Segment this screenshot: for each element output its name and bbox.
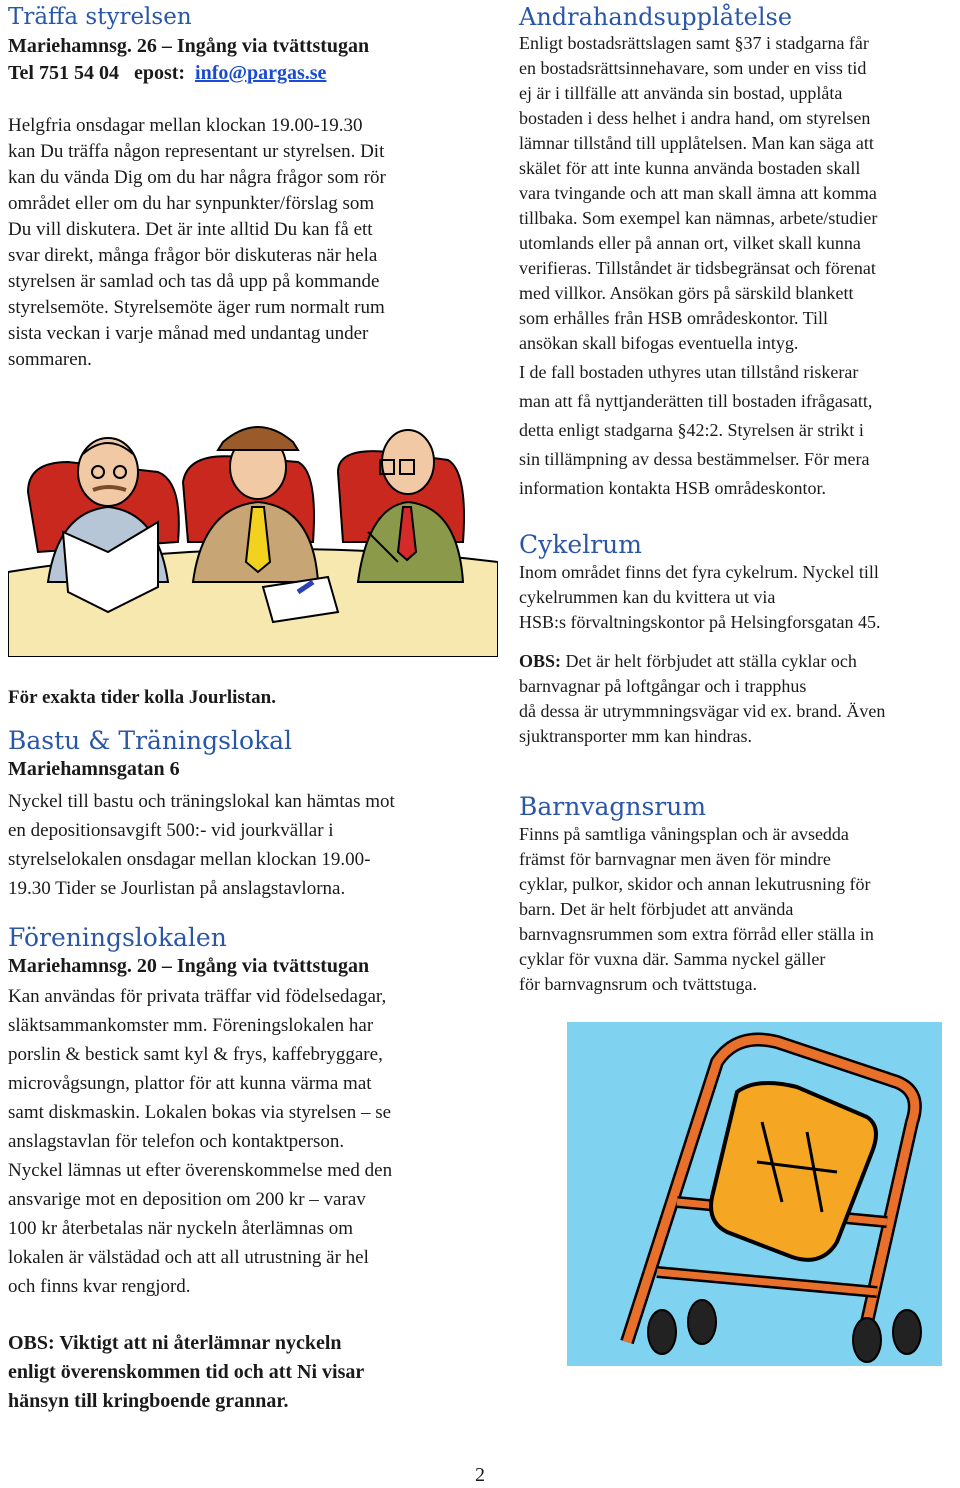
forening-line: porslin & bestick samt kyl & frys, kaffebryggare, [8, 1044, 383, 1065]
traffa-line: Du vill diskutera. Det är inte alltid Du kan få ett [8, 219, 373, 240]
andrahand-body-2 [519, 358, 959, 503]
forening-line: 100 kr återbetalas när nyckeln återlämnas om [8, 1218, 354, 1239]
forening-title: Föreningslokalen [8, 923, 227, 952]
barnvagn-title: Barnvagnsrum [519, 792, 707, 821]
andrahand-line: detta enligt stadgarna §42:2. Styrelsen är strikt i [519, 420, 864, 440]
bastu-title: Bastu & Träningslokal [8, 726, 293, 755]
barnvagn-line: barnvagnsrummen som extra förråd eller ställa in [519, 924, 874, 944]
left-lower [8, 684, 458, 1416]
forening-line: släktsammankomster mm. Föreningslokalen har [8, 1015, 374, 1036]
traffa-line: styrelsen är samlad och tas då upp på kommande [8, 271, 380, 292]
exakta-note: För exakta tider kolla Jourlistan. [8, 687, 276, 708]
andrahand-title: Andrahandsupplåtelse [519, 3, 793, 31]
cykelrum-line: cykelrummen kan du kvittera ut via [519, 587, 776, 607]
traffa-line: kan Du träffa någon representant ur styrelsen. Dit [8, 141, 385, 162]
forening-line: Kan användas för privata träffar vid födelsedagar, [8, 986, 387, 1007]
cykelrum-line: Inom området finns det fyra cykelrum. Nyckel till [519, 562, 879, 582]
barnvagn-line: främst för barnvagnar men även för mindre [519, 849, 831, 869]
forening-line: samt diskmaskin. Lokalen bokas via styrelsen – se [8, 1102, 392, 1123]
bastu-address: Mariehamnsgatan 6 [8, 758, 180, 780]
andrahand-line: bostaden i dess helhet i andra hand, om styrelsen [519, 108, 871, 128]
traffa-tel: Tel 751 54 04 epost: [8, 62, 196, 84]
andrahand-line: Enligt bostadsrättslagen samt §37 i stadgarna får [519, 33, 869, 53]
obs-label: OBS: [519, 651, 562, 671]
bastu-line: styrelselokalen onsdagar mellan klockan 19.00- [8, 849, 371, 870]
andrahand-body [519, 31, 959, 356]
andrahand-line: information kontakta HSB områdeskontor. [519, 478, 826, 498]
andrahand-line: som erhålles från HSB områdeskontor. Till [519, 308, 828, 328]
forening-obs [8, 1329, 458, 1416]
traffa-line: svar direkt, många frågor bör diskuteras när hela [8, 245, 378, 266]
forening-line: Nyckel lämnas ut efter överenskommelse med den [8, 1160, 393, 1181]
forening-obs-line: hänsyn till kringboende grannar. [8, 1390, 289, 1412]
forening-line: anslagstavlan för telefon och kontaktperson. [8, 1131, 345, 1152]
bastu-line: Nyckel till bastu och träningslokal kan hämtas mot [8, 791, 395, 812]
cykelrum-obs-line: då dessa är utrymmningsvägar vid ex. brand. Även [519, 701, 886, 721]
barnvagn-line: cyklar för vuxna där. Samma nyckel gäller [519, 949, 826, 969]
traffa-line: sommaren. [8, 349, 92, 370]
andrahand-line: I de fall bostaden uthyres utan tillstånd riskerar [519, 362, 859, 382]
traffa-line: kan du vända Dig om du har några frågor som rör [8, 167, 386, 188]
cykelrum-line: HSB:s förvaltningskontor på Helsingforsgatan 45. [519, 612, 881, 632]
andrahand-line: verifieras. Tillståndet är tidsbegränsat och förenat [519, 258, 876, 278]
cykelrum-obs-line: barnvagnar på loftgångar och i trapphus [519, 676, 807, 696]
barnvagn-line: cyklar, pulkor, skidor och annan lekutrusning för [519, 874, 871, 894]
bastu-body [8, 787, 458, 903]
bastu-line: 19.30 Tider se Jourlistan på anslagstavlorna. [8, 878, 346, 899]
traffa-contact [8, 60, 458, 87]
barnvagn-line: barn. Det är helt förbjudet att använda [519, 899, 794, 919]
forening-obs-line: enligt överenskommen tid och att Ni visar [8, 1361, 365, 1383]
bastu-line: en depositionsavgift 500:- vid jourkvällar i [8, 820, 334, 841]
andrahand-line: lämnar tillstånd till upplåtelsen. Man kan säga att [519, 133, 874, 153]
forening-line: lokalen är välstädad och att all utrustning är hel [8, 1247, 369, 1268]
cykelrum-obs-line: Det är helt förbjudet att ställa cyklar och [561, 651, 857, 671]
cykelrum-section [519, 530, 959, 749]
forening-line: ansvarige mot en deposition om 200 kr – varav [8, 1189, 366, 1210]
cykelrum-title: Cykelrum [519, 530, 642, 559]
traffa-line: styrelsemöte. Styrelsemöte äger rum normalt rum [8, 297, 385, 318]
cykelrum-obs-line: sjuktransporter mm kan hindras. [519, 726, 752, 746]
barnvagn-line: Finns på samtliga våningsplan och är avsedda [519, 824, 849, 844]
forening-line: och finns kvar rengjord. [8, 1276, 191, 1297]
andrahand-line: man att få nyttjanderätten till bostaden ifrågasatt, [519, 391, 873, 411]
page-number: 2 [475, 1464, 485, 1486]
traffa-line: Helgfria onsdagar mellan klockan 19.00-19.30 [8, 115, 363, 136]
andrahand-line: skälet för att inte kunna använda bostaden skall [519, 158, 861, 178]
andrahand-line: tillbaka. Som exempel kan nämnas, arbete/studier [519, 208, 878, 228]
barnvagn-line: för barnvagnsrum och tvättstuga. [519, 974, 757, 994]
andrahand-line: med villkor. Ansökan görs på särskild blankett [519, 283, 854, 303]
forening-obs-line: OBS: Viktigt att ni återlämnar nyckeln [8, 1332, 342, 1354]
board-meeting-illustration [8, 412, 498, 657]
traffa-line: sista veckan i varje månad med undantag under [8, 323, 369, 344]
traffa-line: området eller om du har synpunkter/förslag som [8, 193, 375, 214]
forening-body [8, 982, 458, 1301]
cykelrum-obs [519, 649, 959, 749]
traffa-body [8, 113, 458, 373]
andrahand-line: en bostadsrättsinnehavare, som under en viss tid [519, 58, 867, 78]
andrahand-line: sin tillämpning av dessa bestämmelser. För mera [519, 449, 870, 469]
forening-line: microvågsungn, plattor för att kunna värma mat [8, 1073, 372, 1094]
traffa-title: Träffa styrelsen [8, 4, 192, 30]
andrahand-line: vara tvingande och att man skall ämna att komma [519, 183, 877, 203]
email-link[interactable]: info@pargas.se [195, 62, 327, 84]
andrahand-line: ansökan skall bifogas eventuella intyg. [519, 333, 799, 353]
barnvagn-section [519, 792, 959, 997]
forening-address: Mariehamnsg. 20 – Ingång via tvättstugan [8, 955, 370, 977]
traffa-address: Mariehamnsg. 26 – Ingång via tvättstugan [8, 35, 370, 57]
stroller-illustration [567, 1022, 942, 1366]
andrahand-line: utomlands eller på annan ort, vilket skall kunna [519, 233, 861, 253]
andrahand-line: ej är i tillfälle att använda sin bostad, upplåta [519, 83, 843, 103]
